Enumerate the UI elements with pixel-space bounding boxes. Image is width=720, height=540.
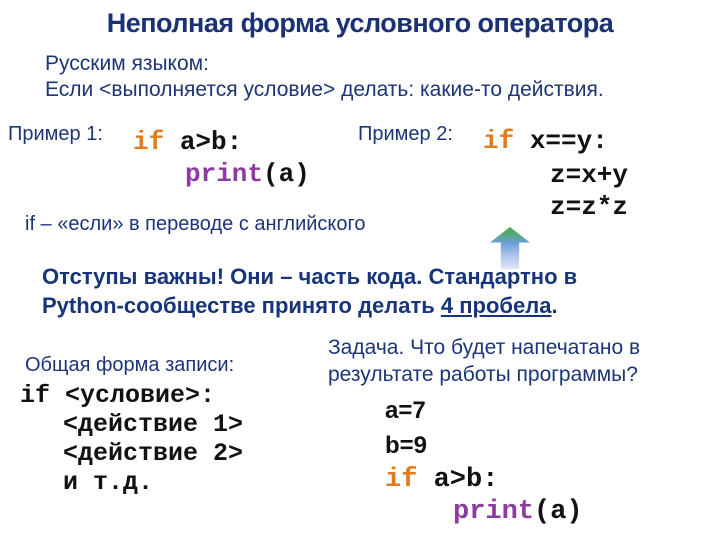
print-keyword: print [453, 497, 535, 527]
code-text: (a) [263, 159, 310, 189]
intro-line-1: Русским языком: [45, 52, 209, 75]
example2-code-line-1 [483, 128, 608, 154]
code-text: a>b: [164, 127, 243, 157]
if-translation-note: if – «если» в переводе с английского [25, 213, 366, 235]
general-form-label: Общая форма записи: [25, 354, 235, 376]
if-keyword: if [483, 126, 515, 156]
code-text: x==y: [514, 126, 608, 156]
code-text: a>b: [417, 465, 499, 495]
general-form-line-3: <действие 2> [63, 439, 244, 468]
task-question-line-1: Задача. Что будет напечатано в [328, 336, 641, 359]
task-code-line-4 [453, 499, 583, 526]
task-code-line-1: a=7 [385, 397, 426, 424]
general-form-line-1: if <условие>: [20, 381, 216, 410]
task-code-line-3 [385, 467, 498, 494]
example1-code-line-2 [185, 161, 310, 187]
general-form-line-2: <действие 1> [63, 410, 244, 439]
if-keyword: if [133, 127, 165, 157]
example2-code-line-3: z=z*z [550, 192, 629, 222]
task-question [328, 334, 698, 388]
general-form-line-4: и т.д. [63, 468, 154, 497]
example1-label: Пример 1: [8, 123, 103, 145]
example2-code-line-2: z=x+y [550, 160, 629, 190]
indent-emphasis-text [42, 262, 682, 320]
emphasis-line-2-before: Python-сообществе принято делать [42, 293, 441, 318]
if-keyword: if [385, 465, 418, 495]
code-text: (a) [534, 497, 583, 527]
example2-label: Пример 2: [358, 123, 453, 145]
task-question-line-2: результате работы программы? [328, 363, 638, 386]
task-code-line-2: b=9 [385, 432, 428, 459]
emphasis-underlined: 4 пробела [440, 293, 552, 318]
emphasis-line-2-after: . [551, 293, 558, 318]
emphasis-line-1: Отступы важны! Они – часть кода. Стандартно в [42, 264, 578, 289]
page-title: Неполная форма условного оператора [106, 8, 614, 38]
example1-code-line-1 [133, 129, 242, 155]
intro-line-2: Если <выполняется условие> делать: какие-то действия. [45, 78, 604, 101]
print-keyword: print [185, 159, 264, 189]
